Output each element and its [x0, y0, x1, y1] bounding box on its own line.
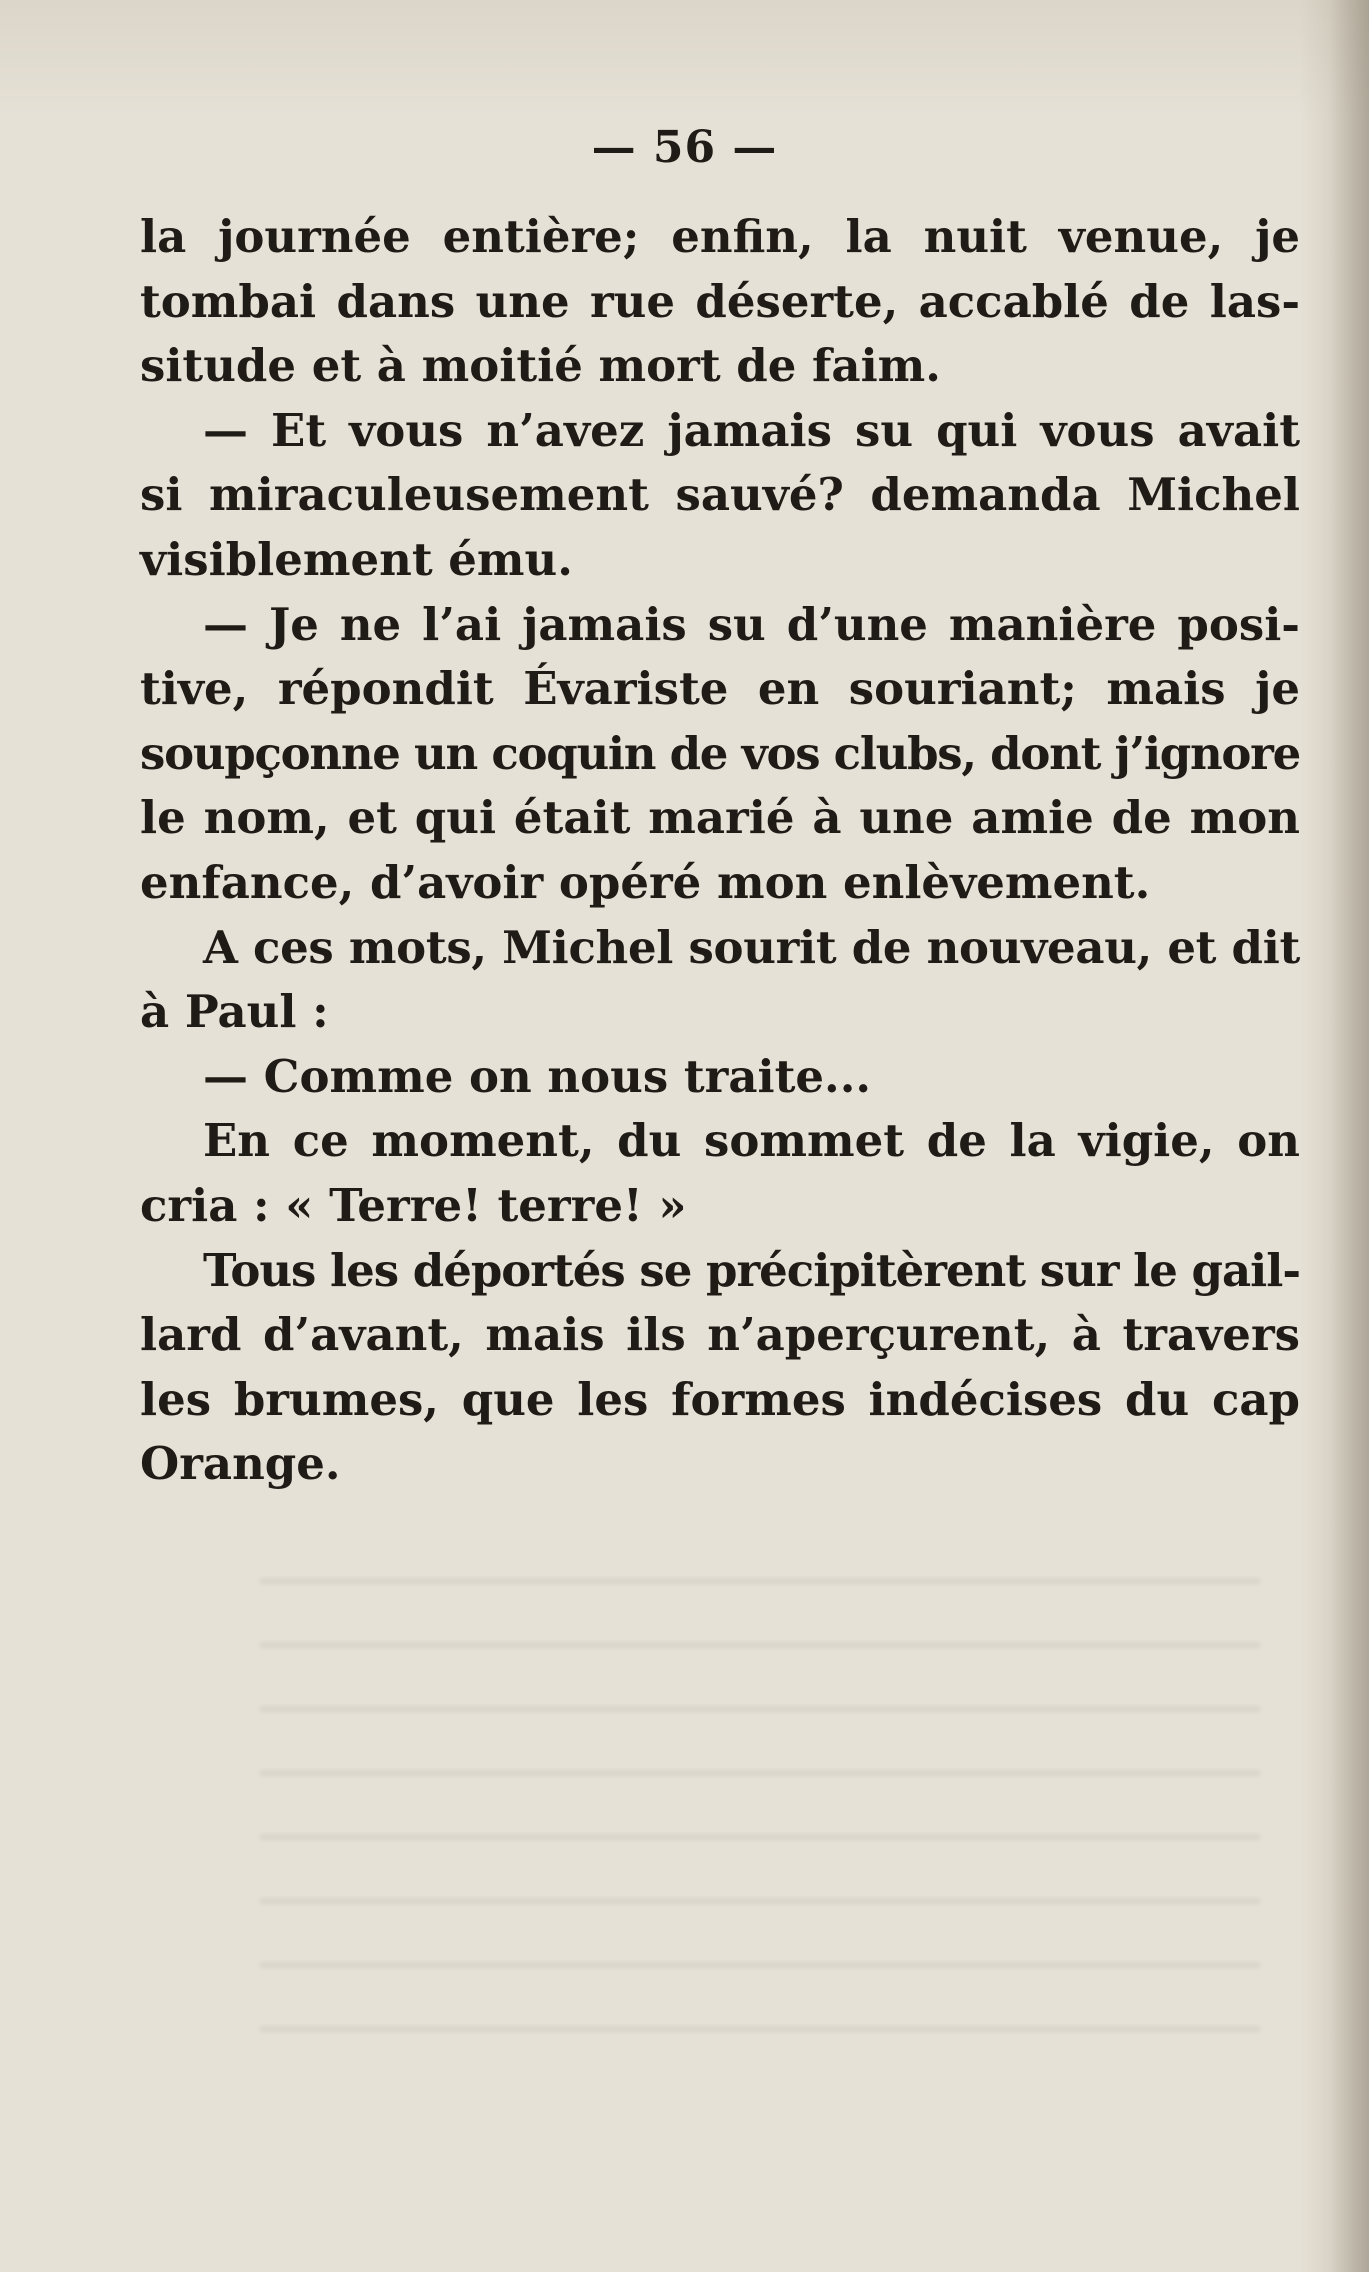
text-line: situde et à moitié mort de faim. — [140, 339, 941, 393]
page-gutter-shadow — [1329, 0, 1369, 2272]
text-line: tombai dans une rue déserte, accablé de las- — [140, 274, 1300, 328]
text-line: — Et vous n’avez jamais su qui vous avait — [203, 403, 1300, 457]
page-number: — 56 — — [591, 122, 778, 173]
text-line: visiblement ému. — [140, 532, 573, 586]
text-line: cria : « Terre! terre! » — [140, 1178, 687, 1232]
text-line: Tous les déportés se précipitèrent sur le gail- — [203, 1243, 1300, 1297]
text-line: soupçonne un coquin de vos clubs, dont j’ignore — [140, 726, 1300, 780]
text-line: la journée entière; enfin, la nuit venue, je — [140, 210, 1300, 263]
text-line: à Paul : — [140, 985, 329, 1039]
reverse-page-show-through — [260, 1540, 1260, 2060]
text-line: Orange. — [140, 1437, 341, 1491]
text-line: le nom, et qui était marié à une amie de mon — [140, 791, 1300, 845]
text-line: En ce moment, du sommet de la vigie, on — [203, 1114, 1300, 1168]
text-line: enfance, d’avoir opéré mon enlèvement. — [140, 855, 1151, 909]
text-line: — Je ne l’ai jamais su d’une manière posi- — [203, 597, 1300, 651]
text-line: tive, répondit Évariste en souriant; mais je — [140, 662, 1300, 716]
body-text — [140, 205, 1300, 1497]
text-line: les brumes, que les formes indécises du cap — [140, 1372, 1300, 1426]
text-line: si miraculeusement sauvé? demanda Michel — [140, 468, 1300, 522]
text-line: — Comme on nous traite... — [203, 1049, 872, 1103]
text-line: A ces mots, Michel sourit de nouveau, et dit — [203, 920, 1300, 974]
text-line: lard d’avant, mais ils n’aperçurent, à travers — [140, 1308, 1300, 1362]
